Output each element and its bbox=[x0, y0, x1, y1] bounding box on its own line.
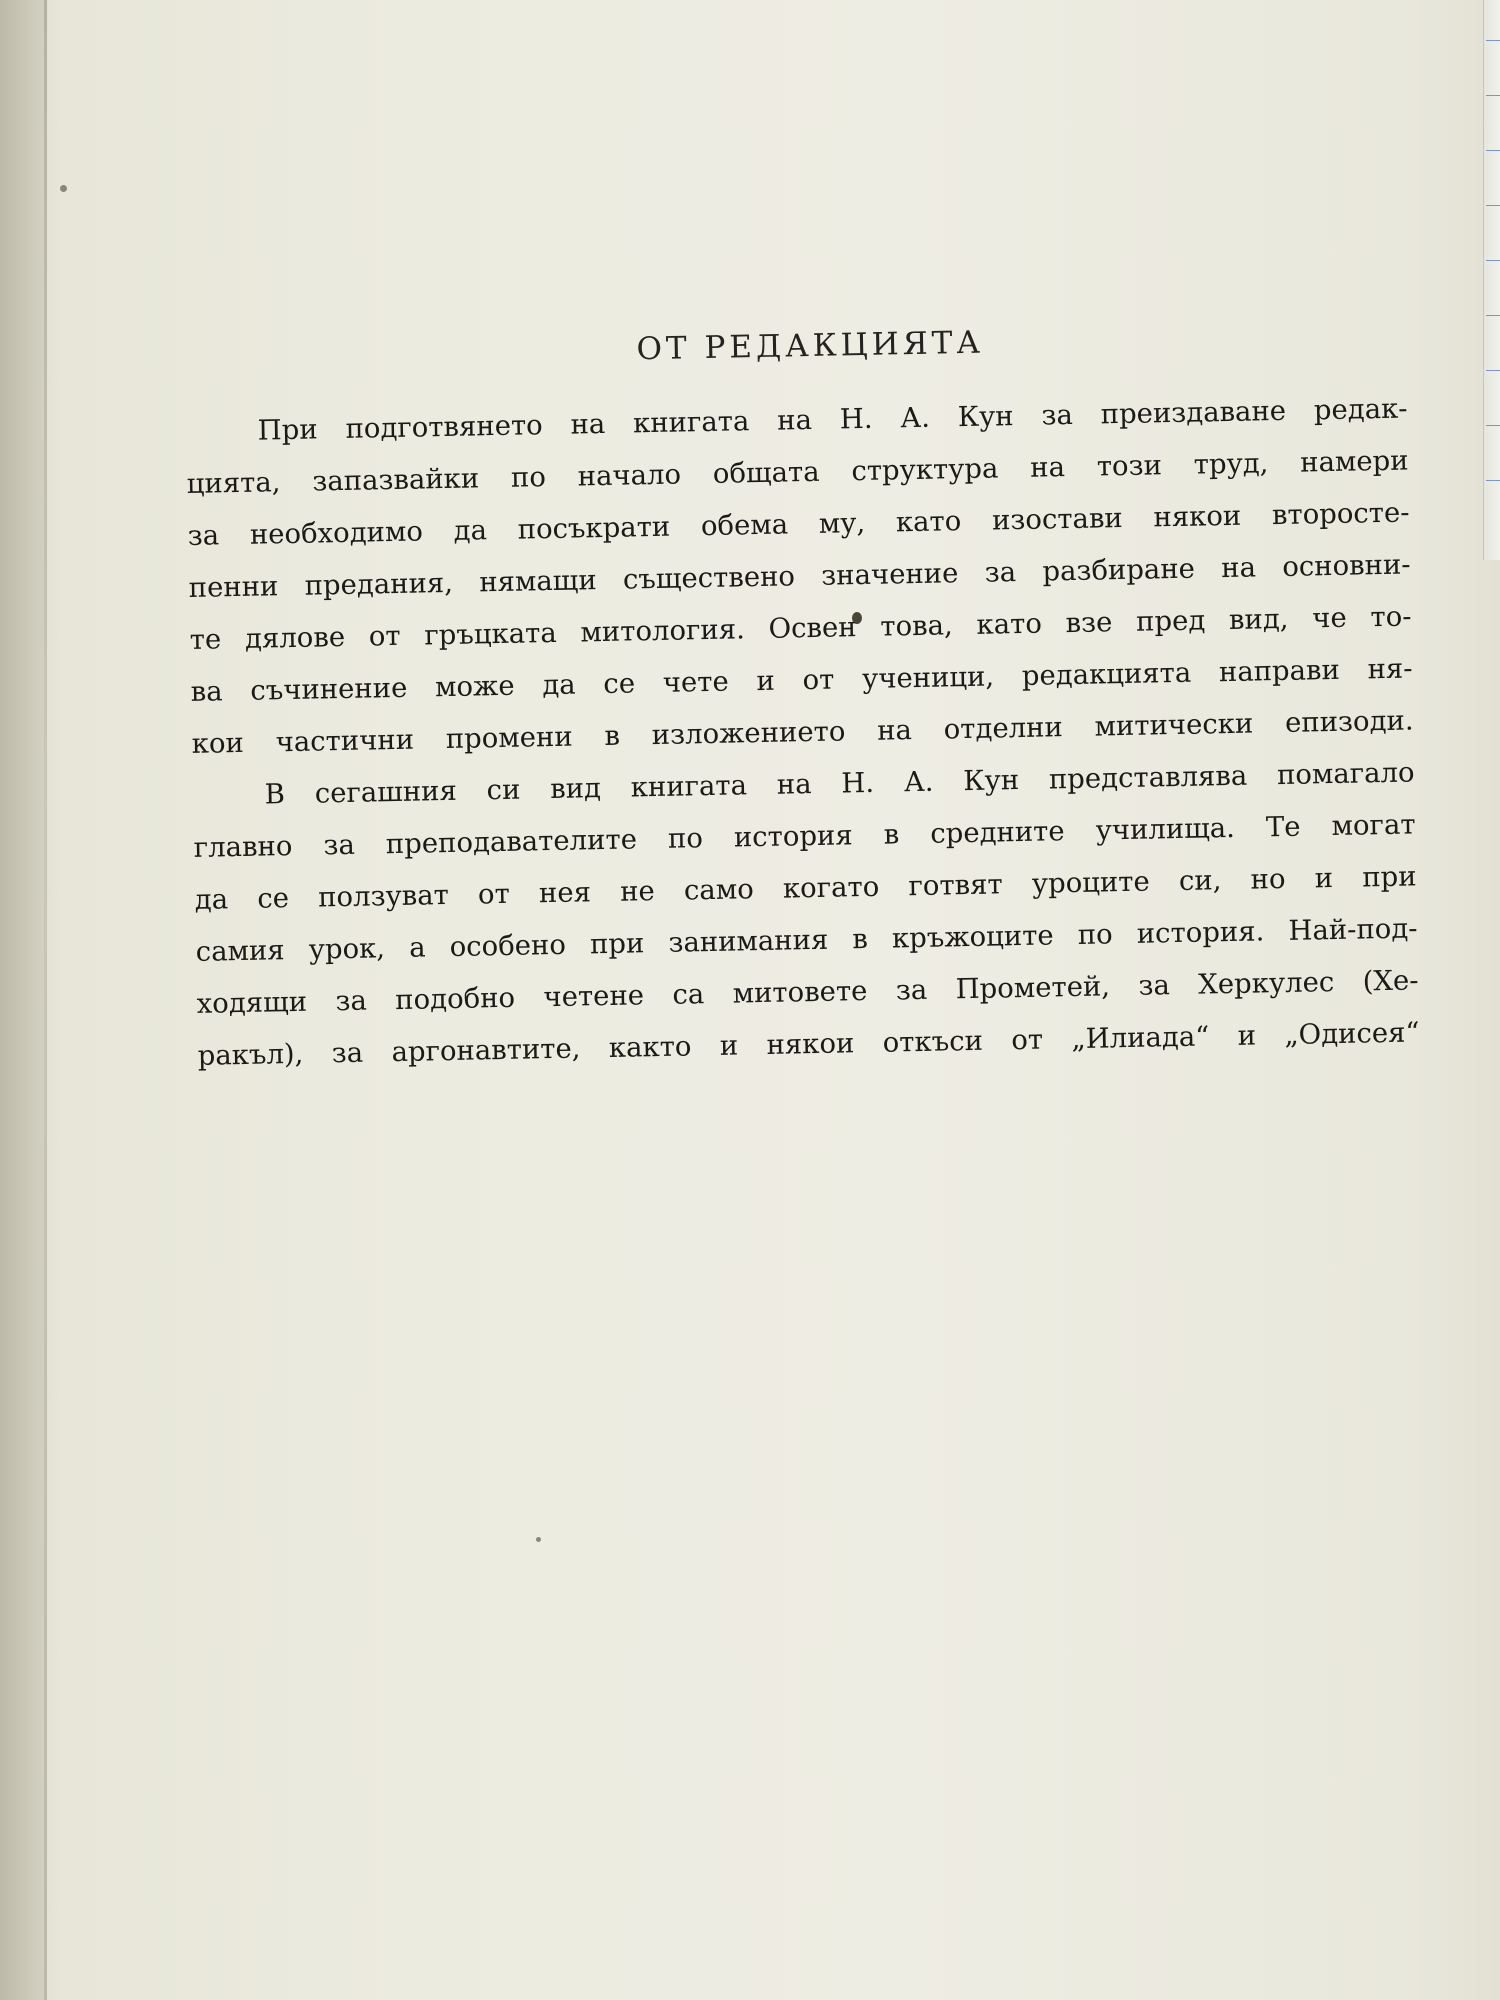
ruled-line bbox=[1486, 370, 1500, 371]
text-line: ракъл), за аргонавтите, както и някои откъси от „Илиада“ и „Одисея“ bbox=[197, 1016, 1420, 1072]
text-line: ва съчинение може да се чете и от ученици, редакцията направи ня- bbox=[190, 652, 1413, 708]
text-line: В сегашния си вид книгата на Н. А. Кун представлява помагало bbox=[264, 756, 1415, 811]
book-spine-shadow bbox=[0, 0, 44, 2000]
ruled-line bbox=[1486, 425, 1500, 426]
adjacent-page-strip bbox=[1483, 0, 1500, 560]
ruled-line bbox=[1486, 150, 1500, 151]
page-title: ОТ РЕДАКЦИЯТА bbox=[636, 324, 985, 368]
text-line: главно за преподавателите по история в средните училища. Те могат bbox=[193, 808, 1416, 864]
paper-speck bbox=[60, 185, 67, 192]
text-line: пенни предания, нямащи съществено значение за разбиране на основни- bbox=[188, 548, 1411, 604]
ruled-line bbox=[1486, 95, 1500, 96]
paragraph-1 bbox=[185, 383, 1414, 770]
ruled-line bbox=[1486, 260, 1500, 261]
text-line: При подготвянето на книгата на Н. А. Кун за преиздаване редак- bbox=[257, 392, 1408, 447]
text-line: ходящи за подобно четене са митовете за Прометей, за Херкулес (Хе- bbox=[196, 964, 1419, 1020]
paper-speck bbox=[536, 1537, 541, 1542]
ruled-line bbox=[1486, 205, 1500, 206]
text-line: да се ползуват от нея не само когато готвят уроците си, но и при bbox=[194, 860, 1417, 916]
ruled-line bbox=[1486, 40, 1500, 41]
text-line: самия урок, а особено при занимания в кръжоците по история. Най-под- bbox=[195, 912, 1418, 968]
text-line: те дялове от гръцката митология. Освен това, като взе пред вид, че то- bbox=[189, 600, 1412, 656]
page-content bbox=[184, 317, 1420, 1082]
page-edge-line bbox=[44, 0, 47, 2000]
paragraph-2 bbox=[192, 746, 1420, 1081]
ruled-line bbox=[1486, 480, 1500, 481]
text-line: кои частични промени в изложението на отделни митически епизоди. bbox=[191, 704, 1414, 760]
ruled-line bbox=[1486, 315, 1500, 316]
text-line: цията, запазвайки по начало общата структура на този труд, намери bbox=[186, 444, 1409, 500]
text-line: за необходимо да посъкрати обема му, като изостави някои второсте- bbox=[187, 496, 1410, 552]
